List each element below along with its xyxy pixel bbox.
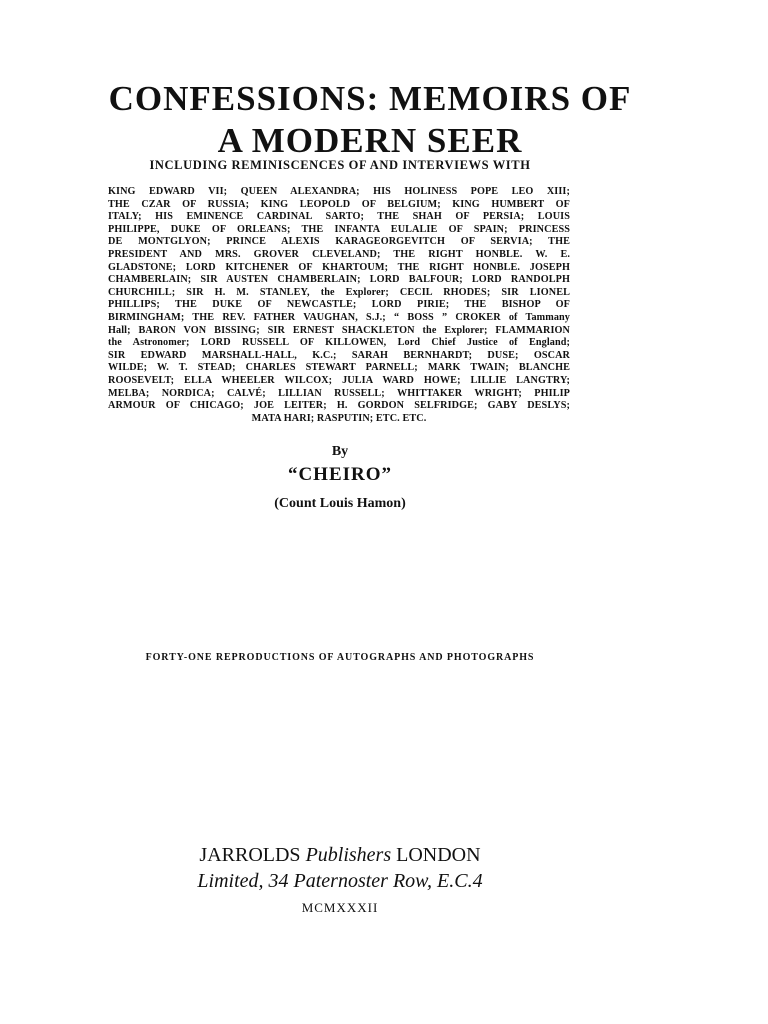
subtitle: INCLUDING REMINISCENCES OF AND INTERVIEWS WITH <box>149 158 531 172</box>
names-line: ARMOUR OF CHICAGO; JOE LEITER; H. GORDON SELFRIDGE; GABY DESLYS; <box>108 400 570 412</box>
names-line: CHAMBERLAIN; SIR AUSTEN CHAMBERLAIN; LORD BALFOUR; LORD RANDOLPH <box>108 274 570 286</box>
names-list <box>108 186 570 425</box>
names-line: DE MONTGLYON; PRINCE ALEXIS KARAGEORGEVITCH OF SERVIA; THE <box>108 236 570 248</box>
publisher-line-1 <box>140 842 540 868</box>
names-line: WILDE; W. T. STEAD; CHARLES STEWART PARNELL; MARK TWAIN; BLANCHE <box>108 362 570 374</box>
author-alias: (Count Louis Hamon) <box>274 496 406 511</box>
names-line: MELBA; NORDICA; CALVÉ; LILLIAN RUSSELL; WHITTAKER WRIGHT; PHILIP <box>108 387 570 399</box>
publication-year: MCMXXXII <box>301 900 379 915</box>
names-line: the Astronomer; LORD RUSSELL OF KILLOWEN, Lord Chief Justice of England; <box>108 337 570 349</box>
book-title <box>60 78 680 162</box>
names-line: GLADSTONE; LORD KITCHENER OF KHARTOUM; THE RIGHT HONBLE. JOSEPH <box>108 261 570 273</box>
book-title-line-1: CONFESSIONS: MEMOIRS OF <box>108 79 632 118</box>
names-line: KING EDWARD VII; QUEEN ALEXANDRA; HIS HOLINESS POPE LEO XIII; <box>108 186 570 197</box>
publisher-address: 34 Paternoster Row, E.C.4 <box>268 870 483 892</box>
names-line: ROOSEVELT; ELLA WHEELER WILCOX; JULIA WARD HOWE; LILLIE LANGTRY; <box>108 374 570 386</box>
names-line: MATA HARI; RASPUTIN; ETC. ETC. <box>251 412 427 424</box>
author-name: “CHEIRO” <box>287 464 393 485</box>
byline: By <box>331 444 349 459</box>
publisher-label: Publishers <box>305 844 392 866</box>
names-line: Hall; BARON VON BISSING; SIR ERNEST SHACKLETON the Explorer; FLAMMARION <box>108 324 570 336</box>
names-line: PRESIDENT AND MRS. GROVER CLEVELAND; THE RIGHT HONBLE. W. E. <box>108 248 570 260</box>
publisher-limited: Limited, <box>197 870 264 892</box>
names-line: PHILLIPS; THE DUKE OF NEWCASTLE; LORD PIRIE; THE BISHOP OF <box>108 299 570 311</box>
publisher-line-2 <box>140 868 540 894</box>
names-line: SIR EDWARD MARSHALL-HALL, K.C.; SARAH BERNHARDT; DUSE; OSCAR <box>108 349 570 361</box>
names-line: BIRMINGHAM; THE REV. FATHER VAUGHAN, S.J.; “ BOSS ” CROKER of Tammany <box>108 311 570 323</box>
publisher-imprint <box>140 842 540 894</box>
names-line: PHILIPPE, DUKE OF ORLEANS; THE INFANTA EULALIE OF SPAIN; PRINCESS <box>108 223 570 235</box>
names-line: ITALY; HIS EMINENCE CARDINAL SARTO; THE SHAH OF PERSIA; LOUIS <box>108 211 570 223</box>
illustrations-note: FORTY-ONE REPRODUCTIONS OF AUTOGRAPHS AND PHOTOGRAPHS <box>145 652 535 663</box>
publisher-city: LONDON <box>396 844 481 866</box>
names-line: THE CZAR OF RUSSIA; KING LEOPOLD OF BELGIUM; KING HUMBERT OF <box>108 198 570 210</box>
publisher-name: JARROLDS <box>199 844 301 866</box>
book-title-line-2: A MODERN SEER <box>217 121 523 160</box>
names-line: CHURCHILL; SIR H. M. STANLEY, the Explorer; CECIL RHODES; SIR LIONEL <box>108 286 570 298</box>
